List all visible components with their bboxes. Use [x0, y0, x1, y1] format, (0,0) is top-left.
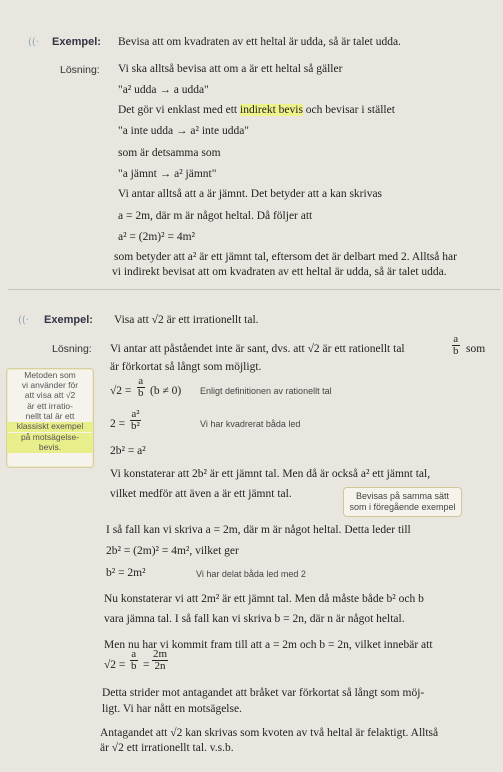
fraction-denominator: 2n: [154, 660, 166, 672]
example2-intro-b: är förkortat så långt som möjligt.: [110, 361, 262, 373]
example2-p3: I så fall kan vi skriva a = 2m, där m är något heltal. Detta leder till: [106, 524, 411, 536]
example1-line-5: Vi antar alltså att a är jämnt. Det betyder att a kan skrivas: [118, 188, 383, 200]
example1-line-6: a = 2m, där m är något heltal. Då följer att: [118, 210, 313, 222]
fraction-denominator: b: [453, 345, 459, 357]
example2-label: Exempel:: [44, 314, 93, 326]
example1-indirect-line: [118, 103, 395, 117]
fraction-denominator: b²: [131, 420, 140, 432]
example1-line-8: som betyder att a² är ett jämnt tal, eftersom det är delbart med 2. Alltså har: [114, 251, 457, 263]
example1-line-7: a² = (2m)² = 4m²: [118, 231, 195, 243]
callout-line: Bevisas på samma sätt: [355, 491, 450, 501]
margin-note-line: är ett irratio-: [27, 401, 73, 411]
example1-statement: Bevisa att om kvadraten av ett heltal är udda, så är talet udda.: [118, 36, 401, 48]
fraction-numerator: a²: [131, 408, 140, 420]
margin-note-highlight: klassiskt exempel: [7, 422, 93, 432]
example2-statement: Visa att √2 är ett irrationellt tal.: [114, 314, 259, 326]
eq2-lhs: 2 =: [110, 418, 126, 430]
example2-p6: Men nu har vi kommit fram till att a = 2m och b = 2n, vilket innebär att: [104, 639, 433, 651]
eq1-fraction: [135, 376, 147, 399]
callout-box: [343, 487, 462, 517]
fraction-numerator: 2m: [153, 648, 168, 660]
margin-note-highlight: bevis.: [7, 443, 93, 453]
eq6-fraction-2: [150, 649, 170, 672]
fraction-denominator: b: [131, 660, 137, 672]
example2-p8: ligt. Vi har nått en motsägelse.: [102, 703, 242, 715]
callout-line: som i föregående exempel: [349, 502, 456, 512]
eq1-condition: (b ≠ 0): [150, 385, 182, 397]
margin-note-line: att visa att √2: [24, 390, 76, 400]
eq1-lhs: √2 =: [110, 385, 132, 397]
eq1-note: Enligt definitionen av rationellt tal: [200, 386, 332, 396]
example1-line-1: Vi ska alltså bevisa att om a är ett heltal så gäller: [118, 63, 343, 75]
section-divider: [8, 289, 500, 290]
indirect-highlight: indirekt bevis: [240, 104, 303, 116]
eq6-lhs: √2 =: [104, 659, 126, 671]
example1-label: Exempel:: [52, 36, 101, 48]
margin-note-highlight: på motsägelse-: [7, 433, 93, 443]
example-marker-icon: ((·: [28, 37, 39, 48]
indirect-post: och bevisar i stället: [302, 104, 395, 116]
margin-note-line: vi använder för: [21, 380, 79, 390]
eq2-fraction: [128, 409, 143, 432]
example1-contrapositive: "a inte udda → a² inte udda": [118, 125, 249, 137]
eq3: 2b² = a²: [110, 445, 146, 457]
example2-intro-som: som: [466, 343, 486, 355]
eq6-mid: =: [143, 659, 150, 671]
example1-line-4: "a jämnt → a² jämnt": [118, 168, 217, 180]
example1-line-3: som är detsamma som: [118, 147, 221, 159]
margin-note-line: Metoden som: [24, 370, 76, 380]
eq4: 2b² = (2m)² = 4m², vilket ger: [106, 545, 239, 557]
example2-p7: Detta strider mot antagandet att bråket var förkortat så långt som möj-: [102, 687, 425, 699]
example2-p2: vilket medför att även a är ett jämnt tal.: [110, 488, 292, 500]
fraction-numerator: a: [131, 648, 137, 660]
example2-intro-a: Vi antar att påståendet inte är sant, dvs. att √2 är ett rationellt tal: [110, 343, 405, 355]
margin-note-line: nellt tal är ett: [25, 411, 75, 421]
example2-p4: Nu konstaterar vi att 2m² är ett jämnt tal. Men då måste både b² och b: [104, 593, 424, 605]
fraction-denominator: b: [138, 387, 144, 399]
margin-note-box: [6, 368, 94, 468]
example2-p1: Vi konstaterar att 2b² är ett jämnt tal. Men då är också a² ett jämnt tal,: [110, 468, 431, 480]
example2-p10: är √2 ett irrationellt tal. v.s.b.: [100, 742, 234, 754]
example-marker-icon: ((·: [18, 315, 29, 326]
eq5-note: Vi har delat båda led med 2: [196, 569, 306, 579]
fraction-a-over-b: [450, 334, 462, 357]
example2-solution-label: Lösning:: [52, 343, 92, 355]
example2-p5: vara jämna tal. I så fall kan vi skriva b = 2n, där n är något heltal.: [104, 613, 405, 625]
fraction-numerator: a: [453, 333, 459, 345]
indirect-pre: Det gör vi enklast med ett: [118, 104, 240, 116]
eq5: b² = 2m²: [106, 567, 146, 579]
example2-p9: Antagandet att √2 kan skrivas som kvoten av två heltal är felaktigt. Alltså: [100, 727, 439, 739]
example1-line-2: "a² udda → a udda": [118, 84, 209, 96]
example1-solution-label: Lösning:: [60, 64, 100, 76]
fraction-numerator: a: [138, 375, 144, 387]
example1-line-9: vi indirekt bevisat att om kvadraten av ett heltal är udda, så är talet udda.: [112, 266, 447, 278]
eq6-fraction-1: [128, 649, 140, 672]
eq2-note: Vi har kvadrerat båda led: [200, 419, 301, 429]
